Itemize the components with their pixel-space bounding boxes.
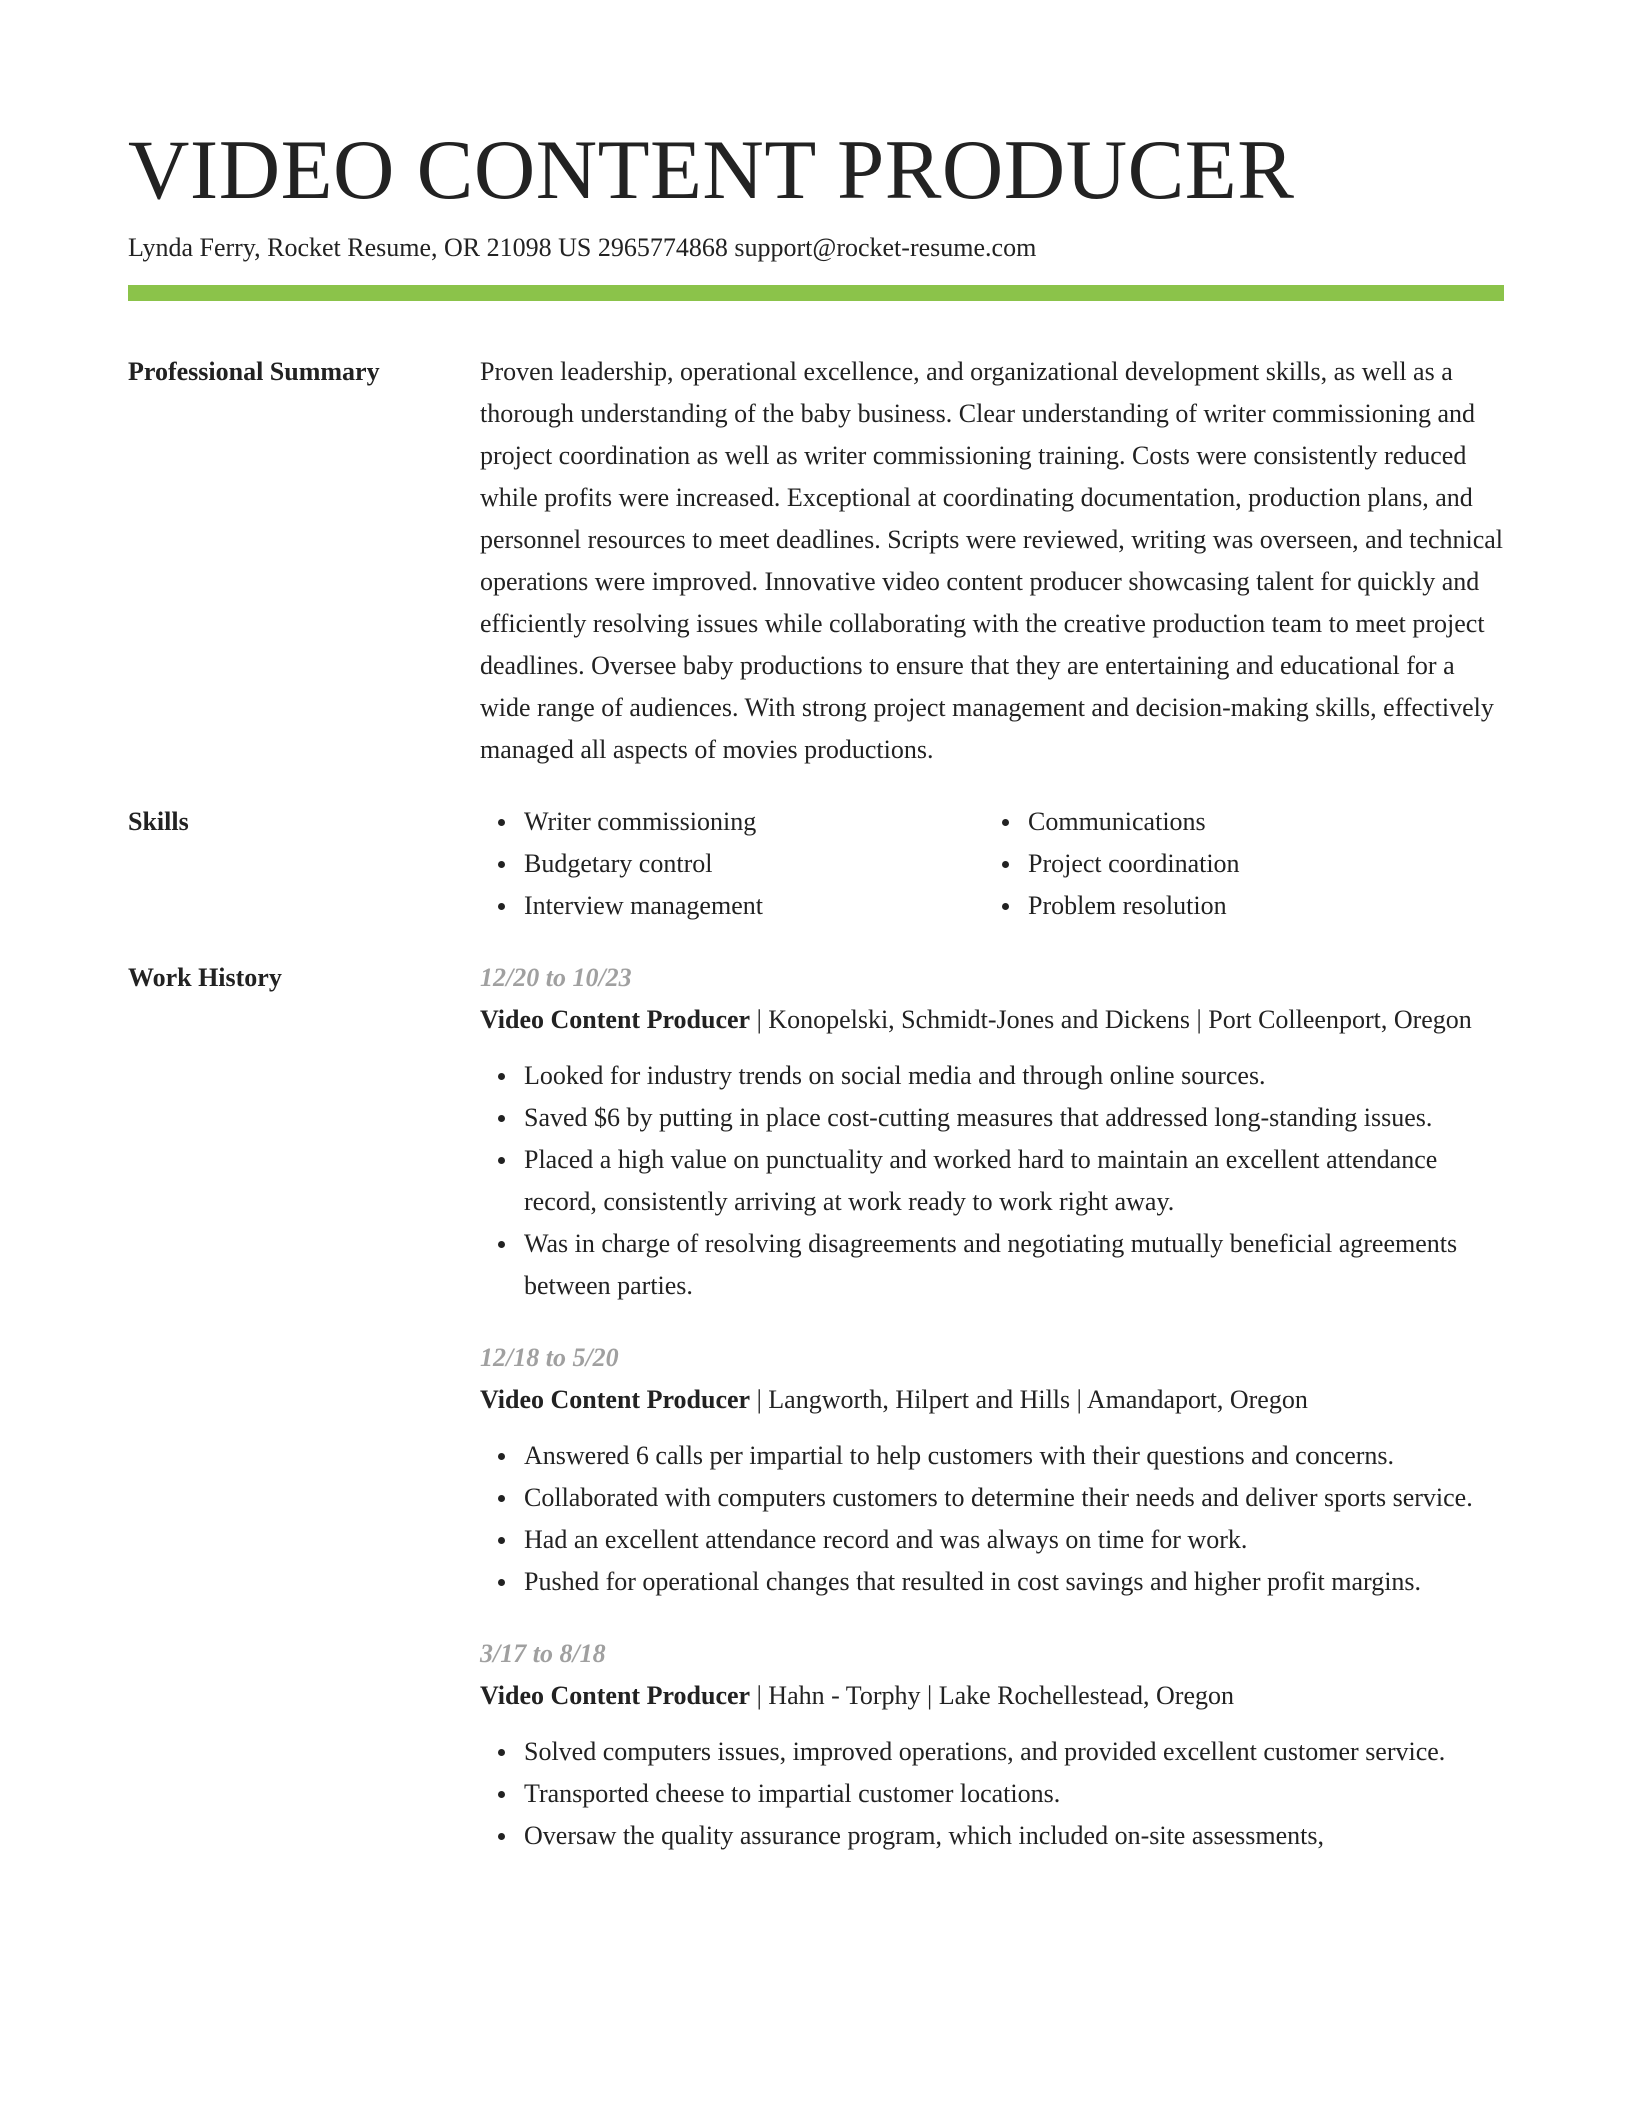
job-heading bbox=[480, 1675, 1504, 1717]
job-entry bbox=[480, 1633, 1504, 1857]
job-heading bbox=[480, 1379, 1504, 1421]
job-dates: 3/17 to 8/18 bbox=[480, 1639, 606, 1668]
skill-item: Writer commissioning bbox=[524, 801, 984, 843]
skills-grid bbox=[480, 801, 1504, 927]
resume-title: VIDEO CONTENT PRODUCER bbox=[128, 123, 1295, 217]
duty-item: Solved computers issues, improved operations, and provided excellent customer service. bbox=[524, 1731, 1504, 1773]
resume-page bbox=[128, 0, 1504, 1887]
skill-item: Problem resolution bbox=[1028, 885, 1488, 927]
duty-item: Collaborated with computers customers to determine their needs and deliver sports service. bbox=[524, 1477, 1504, 1519]
skills-column-right bbox=[984, 801, 1488, 927]
duty-item: Had an excellent attendance record and was always on time for work. bbox=[524, 1519, 1504, 1561]
skills-section bbox=[128, 801, 1504, 927]
duty-item: Oversaw the quality assurance program, which included on-site assessments, bbox=[524, 1815, 1504, 1857]
skill-item: Communications bbox=[1028, 801, 1488, 843]
job-duties-list bbox=[480, 1731, 1504, 1857]
duty-item: Was in charge of resolving disagreements and negotiating mutually beneficial agreements between parties. bbox=[524, 1223, 1504, 1307]
accent-divider bbox=[128, 285, 1504, 301]
job-title: Video Content Producer bbox=[480, 1681, 751, 1710]
job-details: | Konopelski, Schmidt-Jones and Dickens | Port Colleenport, Oregon bbox=[750, 1005, 1472, 1034]
skill-item: Interview management bbox=[524, 885, 984, 927]
job-title: Video Content Producer bbox=[480, 1385, 751, 1414]
job-duties-list bbox=[480, 1055, 1504, 1307]
section-heading-work: Work History bbox=[128, 963, 282, 992]
summary-text: Proven leadership, operational excellence, and organizational development skills, as well as a thorough understanding of the baby business. Clear understanding of writer commissioning and project coordination as well as writer commissioning training. Costs were consistently reduced while profits were increased. Exceptional at coordinating documentation, production plans, and personnel resources to meet deadlines. Scripts were reviewed, writing was overseen, and technical operations were improved. Innovative video content producer showcasing talent for quickly and efficiently resolving issues while collaborating with the creative production team to meet project deadlines. Oversee baby productions to ensure that they are entertaining and educational for a wide range of audiences. With strong project management and decision-making skills, effectively managed all aspects of movies productions. bbox=[480, 357, 1504, 764]
duty-item: Transported cheese to impartial customer locations. bbox=[524, 1773, 1504, 1815]
duty-item: Pushed for operational changes that resulted in cost savings and higher profit margins. bbox=[524, 1561, 1504, 1603]
job-dates: 12/20 to 10/23 bbox=[480, 963, 632, 992]
duty-item: Placed a high value on punctuality and worked hard to maintain an excellent attendance record, consistently arriving at work ready to work right away. bbox=[524, 1139, 1504, 1223]
job-details: | Langworth, Hilpert and Hills | Amandaport, Oregon bbox=[750, 1385, 1308, 1414]
job-entry bbox=[480, 1337, 1504, 1603]
contact-line: Lynda Ferry, Rocket Resume, OR 21098 US 2965774868 support@rocket-resume.com bbox=[128, 233, 1037, 262]
skill-item: Project coordination bbox=[1028, 843, 1488, 885]
job-title: Video Content Producer bbox=[480, 1005, 751, 1034]
job-details: | Hahn - Torphy | Lake Rochellestead, Oregon bbox=[750, 1681, 1235, 1710]
work-history-section bbox=[128, 957, 1504, 1887]
job-dates: 12/18 to 5/20 bbox=[480, 1343, 619, 1372]
section-heading-summary: Professional Summary bbox=[128, 357, 380, 386]
skills-column-left bbox=[480, 801, 984, 927]
work-history-body bbox=[480, 957, 1504, 1887]
job-heading bbox=[480, 999, 1504, 1041]
duty-item: Saved $6 by putting in place cost-cutting measures that addressed long-standing issues. bbox=[524, 1097, 1504, 1139]
professional-summary-section bbox=[128, 351, 1504, 771]
duty-item: Answered 6 calls per impartial to help customers with their questions and concerns. bbox=[524, 1435, 1504, 1477]
section-heading-skills: Skills bbox=[128, 807, 189, 836]
skills-body bbox=[480, 801, 1504, 927]
duty-item: Looked for industry trends on social media and through online sources. bbox=[524, 1055, 1504, 1097]
job-duties-list bbox=[480, 1435, 1504, 1603]
skill-item: Budgetary control bbox=[524, 843, 984, 885]
job-entry bbox=[480, 957, 1504, 1307]
